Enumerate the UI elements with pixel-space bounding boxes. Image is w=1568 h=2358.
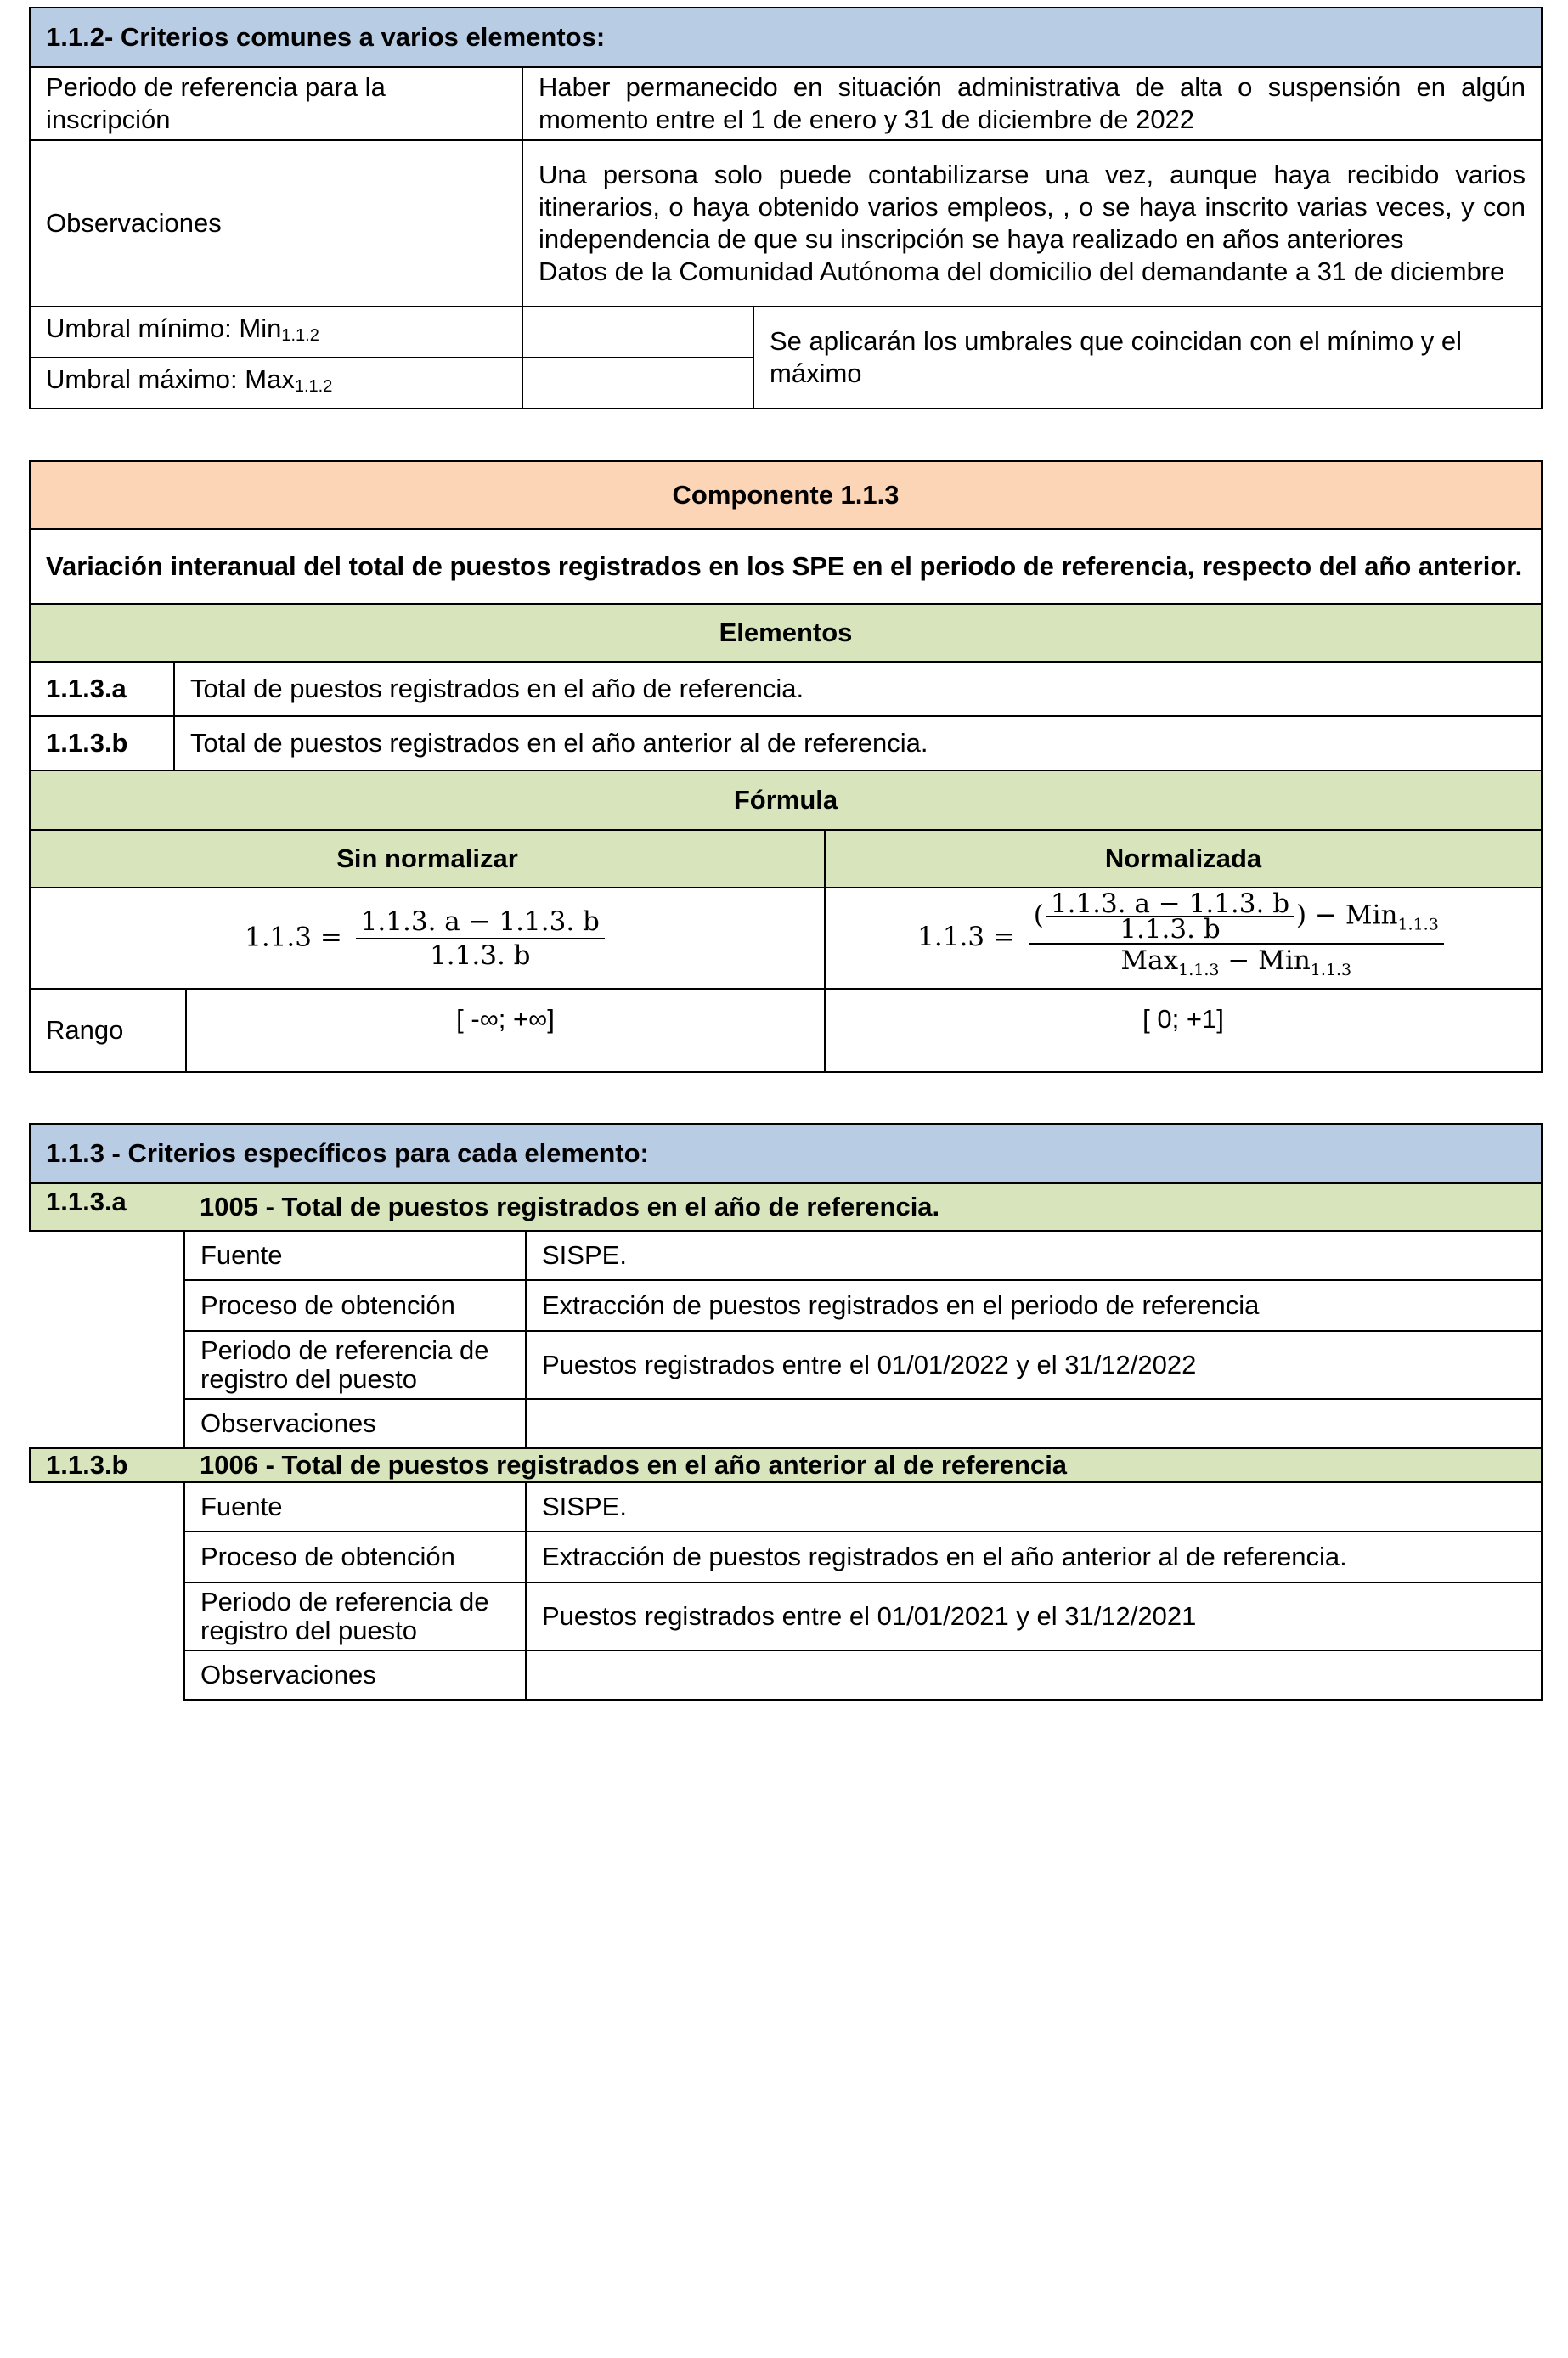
fuente-value: SISPE. [526, 1482, 1542, 1532]
formula-header: Fórmula [30, 770, 1542, 830]
elemento-code: 1.1.3.a [30, 662, 174, 716]
norm-formula-numerator [1029, 888, 1444, 945]
observaciones-label: Observaciones [184, 1650, 526, 1700]
element-code: 1.1.3.b [30, 1448, 184, 1482]
formula-denominator: 1.1.3. b [430, 939, 531, 971]
observaciones-value [526, 1399, 1542, 1448]
elemento-code: 1.1.3.b [30, 716, 174, 770]
componente-table [29, 460, 1543, 1073]
umbral-min-text: Umbral mínimo: Min [46, 313, 282, 343]
formula-lhs: 1.1.3 = [245, 922, 342, 952]
norm-den-minus-min: − Min [1219, 945, 1311, 976]
componente-description: Variación interanual del total de puestos registrados en los SPE en el periodo de referencia, respecto del año anterior. [30, 529, 1542, 604]
norm-min-sub: 1.1.3 [1397, 915, 1439, 934]
spacer [30, 1399, 184, 1448]
proceso-label: Proceso de obtención [184, 1280, 526, 1331]
umbral-min-value [522, 307, 753, 358]
norm-formula-denominator [1115, 945, 1356, 984]
proceso-value: Extracción de puestos registrados en el año anterior al de referencia. [526, 1532, 1542, 1582]
norm-den-max: Max [1120, 945, 1179, 976]
umbral-max-sub: 1.1.2 [294, 377, 333, 396]
umbral-min-sub: 1.1.2 [281, 326, 319, 345]
formula-normalizada [825, 888, 1542, 989]
proceso-label: Proceso de obtención [184, 1532, 526, 1582]
spacer [30, 1650, 184, 1700]
rango-normalizada: [ 0; +1] [825, 989, 1542, 1072]
fuente-label: Fuente [184, 1482, 526, 1532]
rango-sin-normalizar: [ -∞; +∞] [186, 989, 825, 1072]
umbral-max-value [522, 358, 753, 409]
periodo-value: Haber permanecido en situación administrativa de alta o suspensión en algún momento entre el 1 de enero y 31 de diciembre de 2022 [522, 67, 1542, 140]
observaciones-label: Observaciones [30, 140, 522, 307]
element-code: 1.1.3.a [30, 1183, 184, 1231]
proceso-value: Extracción de puestos registrados en el periodo de referencia [526, 1280, 1542, 1331]
element-title: 1006 - Total de puestos registrados en el año anterior al de referencia [184, 1448, 1542, 1482]
umbral-max-label [30, 358, 522, 409]
sin-normalizar-header: Sin normalizar [30, 830, 825, 888]
spacer [30, 1231, 184, 1280]
criterios-comunes-table [29, 7, 1543, 409]
norm-inner-denominator: 1.1.3. b [1120, 914, 1221, 945]
section-title: 1.1.3 - Criterios específicos para cada elemento: [30, 1124, 1542, 1183]
norm-open-paren: ( [1033, 900, 1044, 931]
norm-den-min-sub: 1.1.3 [1310, 961, 1352, 979]
formula-sin-normalizar [30, 888, 825, 989]
elemento-text: Total de puestos registrados en el año anterior al de referencia. [174, 716, 1542, 770]
formula-fraction [356, 907, 605, 970]
norm-minus-min: − Min [1315, 900, 1398, 931]
observaciones-text-1: Una persona solo puede contabilizarse una vez, aunque haya recibido varios itinerarios, o haya obtenido varios empleos, , o se haya inscrito varias veces, y con independencia de que su inscripción se haya realizado en años anteriores [539, 160, 1526, 254]
norm-formula-fraction [1029, 888, 1444, 984]
periodo-value: Puestos registrados entre el 01/01/2021 y el 31/12/2021 [526, 1582, 1542, 1650]
observaciones-value [522, 140, 1542, 307]
elementos-header: Elementos [30, 604, 1542, 662]
rango-label: Rango [30, 989, 186, 1072]
spacer [30, 1482, 184, 1532]
fuente-label: Fuente [184, 1231, 526, 1280]
spacer [30, 1280, 184, 1331]
componente-title: Componente 1.1.3 [30, 461, 1542, 529]
elemento-text: Total de puestos registrados en el año de referencia. [174, 662, 1542, 716]
umbral-min-label [30, 307, 522, 358]
observaciones-text-2: Datos de la Comunidad Autónoma del domicilio del demandante a 31 de diciembre [539, 257, 1505, 286]
spacer [30, 1331, 184, 1399]
periodo-label: Periodo de referencia de registro del puesto [184, 1582, 526, 1650]
periodo-label: Periodo de referencia de registro del puesto [184, 1331, 526, 1399]
periodo-label: Periodo de referencia para la inscripción [30, 67, 522, 140]
periodo-value: Puestos registrados entre el 01/01/2022 y el 31/12/2022 [526, 1331, 1542, 1399]
norm-inner-numerator: 1.1.3. a − 1.1.3. b [1046, 892, 1294, 917]
norm-inner-fraction [1046, 888, 1294, 945]
observaciones-value [526, 1650, 1542, 1700]
spacer [30, 1532, 184, 1582]
criterios-especificos-table [29, 1123, 1543, 1701]
spacer [30, 1582, 184, 1650]
umbral-note: Se aplicarán los umbrales que coincidan con el mínimo y el máximo [753, 307, 1542, 409]
norm-formula-lhs: 1.1.3 = [917, 922, 1015, 952]
element-title: 1005 - Total de puestos registrados en el año de referencia. [184, 1183, 1542, 1231]
fuente-value: SISPE. [526, 1231, 1542, 1280]
umbral-max-text: Umbral máximo: Max [46, 364, 295, 394]
norm-close-paren: ) [1296, 900, 1307, 931]
normalizada-header: Normalizada [825, 830, 1542, 888]
formula-numerator: 1.1.3. a − 1.1.3. b [356, 907, 605, 939]
section-title: 1.1.2- Criterios comunes a varios elementos: [30, 8, 1542, 67]
norm-max-sub: 1.1.3 [1178, 961, 1220, 979]
observaciones-label: Observaciones [184, 1399, 526, 1448]
